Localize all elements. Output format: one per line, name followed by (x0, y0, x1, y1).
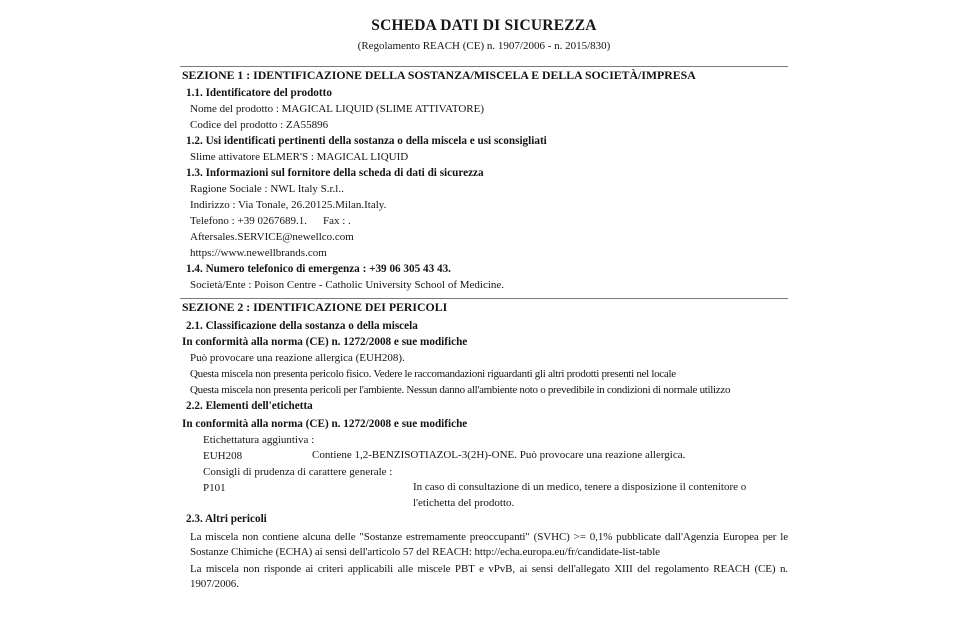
field-email: Aftersales.SERVICE@newellco.com (190, 231, 354, 243)
field-phone-fax (180, 213, 788, 229)
field-product-name: Nome del prodotto : MAGICAL LIQUID (SLIME ATTIVATORE) (190, 103, 485, 115)
regulation-conformity-note-1: In conformità alla norma (CE) n. 1272/2008 e sue modifiche (182, 336, 468, 348)
other-hazards-paragraph-svhc: La miscela non contiene alcuna delle "Sostanze estremamente preoccupanti" (SVHC) >= 0,1% pubblicate dall'Agenzia Europea per le Sostanze Chimiche (ECHA) ai sensi dell'articolo 57 del REACH: http://echa.europa.eu/fr/candidate-list-table (190, 531, 788, 558)
subsection-2-2-heading: 2.2. Elementi dell'etichetta (186, 400, 313, 412)
p-statement-row (203, 480, 788, 511)
field-product-code: Codice del prodotto : ZA55896 (190, 119, 329, 131)
section-2-heading: SEZIONE 2 : IDENTIFICAZIONE DEI PERICOLI (182, 300, 448, 314)
euh-text: Contiene 1,2-BENZISOTIAZOL-3(2H)-ONE. Può provocare una reazione allergica. (312, 449, 686, 461)
field-company-name: Ragione Sociale : NWL Italy S.r.l.. (190, 183, 344, 195)
document-subtitle: (Regolamento REACH (CE) n. 1907/2006 - n. 2015/830) (357, 40, 611, 52)
section-1-heading: SEZIONE 1 : IDENTIFICAZIONE DELLA SOSTANZA/MISCELA E DELLA SOCIETÀ/IMPRESA (182, 68, 696, 82)
subsection-2-3-heading: 2.3. Altri pericoli (186, 513, 267, 525)
hazard-statement-allergic: Può provocare una reazione allergica (EUH208). (190, 352, 405, 364)
field-address: Indirizzo : Via Tonale, 26.20125.Milan.Italy. (190, 199, 387, 211)
field-fax: Fax : . (322, 215, 351, 227)
document-content (180, 0, 788, 591)
hazard-statement-environment: Questa miscela non presenta pericoli per l'ambiente. Nessun danno all'ambiente noto o prevedibile in condizioni di normale utilizzo (190, 384, 731, 396)
euh-statement-row (203, 448, 788, 464)
p-code: P101 (203, 482, 226, 494)
field-website: https://www.newellbrands.com (190, 247, 327, 259)
p-text: In caso di consultazione di un medico, tenere a disposizione il contenitore o l'etichetta del prodotto. (413, 481, 747, 509)
document-title: SCHEDA DATI DI SICUREZZA (371, 17, 597, 34)
subsection-1-1-heading: 1.1. Identificatore del prodotto (186, 87, 332, 99)
field-identified-use: Slime attivatore ELMER'S : MAGICAL LIQUID (190, 151, 409, 163)
subsection-1-4-heading: 1.4. Numero telefonico di emergenza : +39 06 305 43 43. (186, 263, 451, 275)
subsection-2-1-heading: 2.1. Classificazione della sostanza o della miscela (186, 320, 418, 332)
additional-labelling-label: Etichettatura aggiuntiva : (203, 434, 315, 446)
subsection-1-2-heading: 1.2. Usi identificati pertinenti della sostanza o della miscela e usi sconsigliati (186, 135, 547, 147)
field-phone: Telefono : +39 0267689.1. (190, 215, 307, 227)
subsection-1-3-heading: 1.3. Informazioni sul fornitore della scheda di dati di sicurezza (186, 167, 484, 179)
euh-code: EUH208 (203, 450, 243, 462)
labelling-block (180, 432, 788, 511)
hazard-statement-physical: Questa miscela non presenta pericolo fisico. Vedere le raccomandazioni riguardanti gli altri prodotti presenti nel locale (190, 368, 676, 380)
precautionary-advice-label: Consigli di prudenza di carattere generale : (203, 466, 393, 478)
field-emergency-org: Società/Ente : Poison Centre - Catholic University School of Medicine. (190, 279, 505, 291)
other-hazards-paragraph-pbt: La miscela non risponde ai criteri applicabili alle miscele PBT e vPvB, ai sensi dell'allegato XIII del regolamento REACH (CE) n. 1907/2006. (190, 563, 788, 590)
regulation-conformity-note-2: In conformità alla norma (CE) n. 1272/2008 e sue modifiche (182, 418, 468, 430)
